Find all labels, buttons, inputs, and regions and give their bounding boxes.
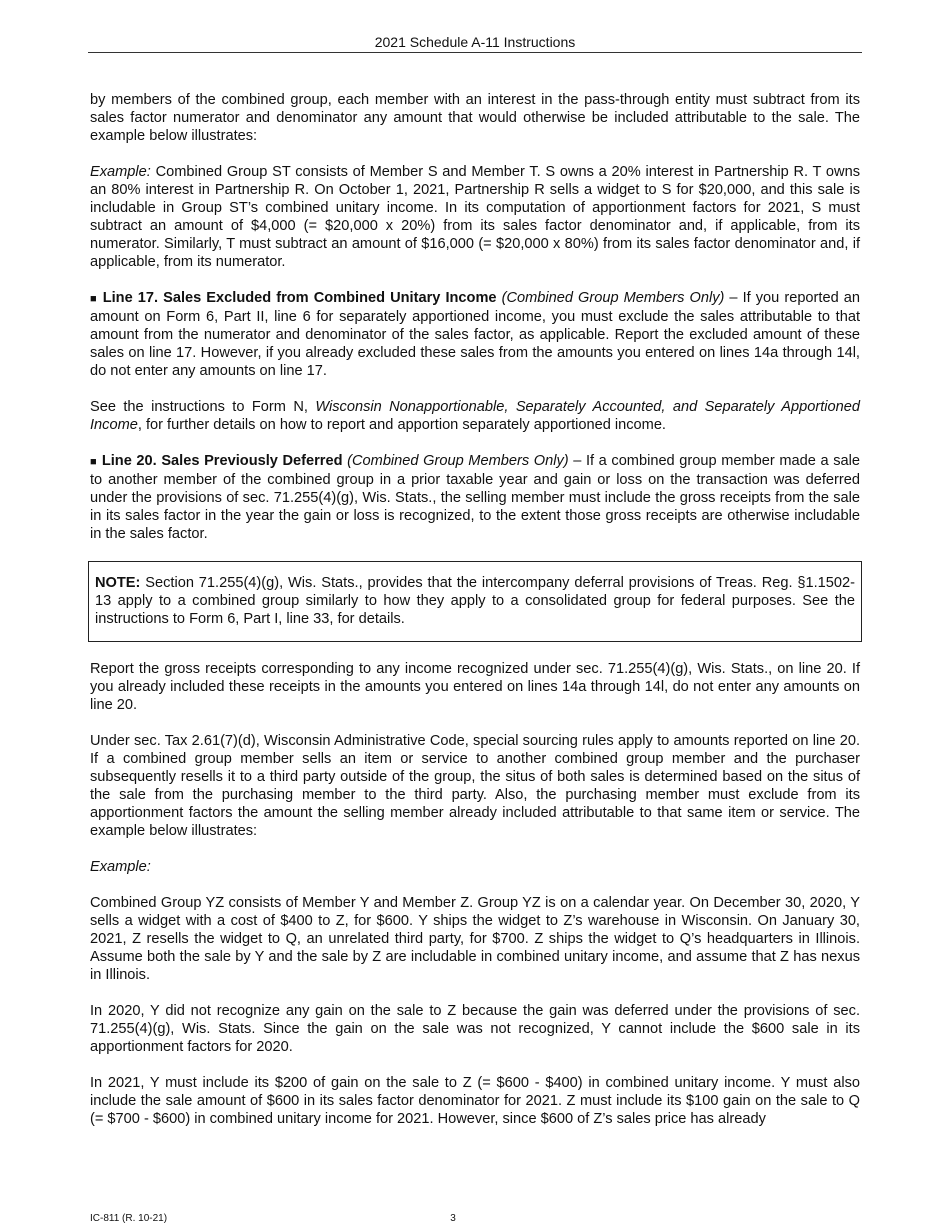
- paragraph-sourcing-rules: Under sec. Tax 2.61(7)(d), Wisconsin Administrative Code, special sourcing rules apply to amounts reported on line 20. If a combined group member sells an item or service to another combined group member and the purchaser subsequently resells it to a third party outside of the group, the situs of both sales is determined based on the situs of the sale from the purchasing member to the third party. Also, the purchasing member must exclude from its apportionment factors the amount the selling member already included attributable to that same item or service. The example below illustrates:: [90, 733, 860, 839]
- line-17-heading: Line 17. Sales Excluded from Combined Unitary Income: [97, 290, 497, 306]
- example-yz-label: Example:: [90, 859, 151, 875]
- paragraph-example-st: [90, 163, 860, 271]
- section-line-17: [90, 289, 860, 380]
- line-20-qualifier: (Combined Group Members Only): [342, 453, 569, 469]
- paragraph-report-line-20: Report the gross receipts corresponding to any income recognized under sec. 71.255(4)(g), Wis. Stats., on line 20. If you already included these receipts in the amounts you entered on lines 14a through 14l, do not enter any amounts on line 20.: [90, 661, 860, 713]
- note-box: [88, 561, 862, 642]
- note-label: NOTE:: [95, 575, 141, 591]
- example-st-text: Combined Group ST consists of Member S and Member T. S owns a 20% interest in Partnership R. T owns an 80% interest in Partnership R. On October 1, 2021, Partnership R sells a widget to S for $20,000, and this sale is includable in Group ST’s combined unitary income. In its computation of apportionment factors for 2021, S must subtract an amount of $4,000 (= $20,000 x 20%) from its sales factor denominator and, if applicable, from its numerator. Similarly, T must subtract an amount of $16,000 (= $20,000 x 80%) from its sales factor denominator and, if applicable, from its numerator.: [90, 164, 860, 270]
- see-pre: See the instructions to Form N,: [90, 399, 316, 415]
- page-body: [90, 91, 860, 1146]
- example-label: Example:: [90, 164, 151, 180]
- paragraph-2021: In 2021, Y must include its $200 of gain on the sale to Z (= $600 - $400) in combined unitary income. Y must also include the sale amount of $600 in its sales factor denominator for 2021. Z must include its $100 gain on the sale to Q (= $700 - $600) in combined unitary income for 2021. However, since $600 of Z’s sales price has already: [90, 1075, 860, 1127]
- paragraph-example-yz: Combined Group YZ consists of Member Y and Member Z. Group YZ is on a calendar year. On December 30, 2020, Y sells a widget with a cost of $400 to Z, for $600. Y ships the widget to Z’s warehouse in Wisconsin. On January 30, 2021, Z resells the widget to Q, an unrelated third party, for $700. Z ships the widget to Q’s headquarters in Illinois. Assume both the sale by Y and the sale by Z are includable in combined unitary income, and assume that Z has nexus in Illinois.: [90, 895, 860, 983]
- form-id: IC-811 (R. 10-21): [90, 1213, 168, 1224]
- page-header: [88, 33, 862, 53]
- page-number: 3: [450, 1213, 456, 1224]
- form-n-title: Wisconsin Nonapportionable, Separately Accounted, and Separately Apportioned Income: [90, 399, 860, 433]
- line-20-heading: Line 20. Sales Previously Deferred: [97, 453, 343, 469]
- bullet-icon: ■: [90, 293, 98, 305]
- note-paragraph: [95, 574, 855, 628]
- section-line-20: [90, 452, 860, 543]
- line-20-text: – If a combined group member made a sale to another member of the combined group in a prior taxable year and gain or loss on the transaction was deferred under the provisions of sec. 71.255(4)(g), Wis. Stats., the selling member must include the gross receipts from the sale in its sales factor in the year the gain or loss is recognized, to the extent those gross receipts are otherwise includable in the sales factor.: [90, 453, 860, 542]
- note-text: Section 71.255(4)(g), Wis. Stats., provides that the intercompany deferral provisions of Treas. Reg. §1.1502-13 apply to a combined group similarly to how they apply to a consolidated group for federal purposes. See the instructions to Form 6, Part I, line 33, for details.: [95, 575, 855, 627]
- see-post: , for further details on how to report and apportion separately apportioned income.: [137, 417, 666, 433]
- paragraph-2020: In 2020, Y did not recognize any gain on the sale to Z because the gain was deferred under the provisions of sec. 71.255(4)(g), Wis. Stats. Since the gain on the sale was not recognized, Y cannot include the $600 sale in its apportionment factors for 2020.: [90, 1003, 860, 1055]
- paragraph-see-form-n: [90, 398, 860, 434]
- example-label-yz: [90, 858, 860, 876]
- line-17-qualifier: (Combined Group Members Only): [496, 290, 725, 306]
- paragraph-pass-through: by members of the combined group, each member with an interest in the pass-through entity must subtract from its sales factor numerator and denominator any amount that would otherwise be included attributable to the sale. The example below illustrates:: [90, 92, 860, 144]
- header-title: 2021 Schedule A-11 Instructions: [374, 34, 576, 50]
- bullet-icon: ■: [90, 456, 98, 468]
- line-17-text: – If you reported an amount on Form 6, Part II, line 6 for separately apportioned income, you must exclude the sales attributable to that amount from the numerator and denominator of the sales factor, as applicable. Report the excluded amount of these sales on line 17. However, if you already excluded these sales from the amounts you entered on lines 14a through 14l, do not enter any amounts on line 17.: [90, 290, 860, 379]
